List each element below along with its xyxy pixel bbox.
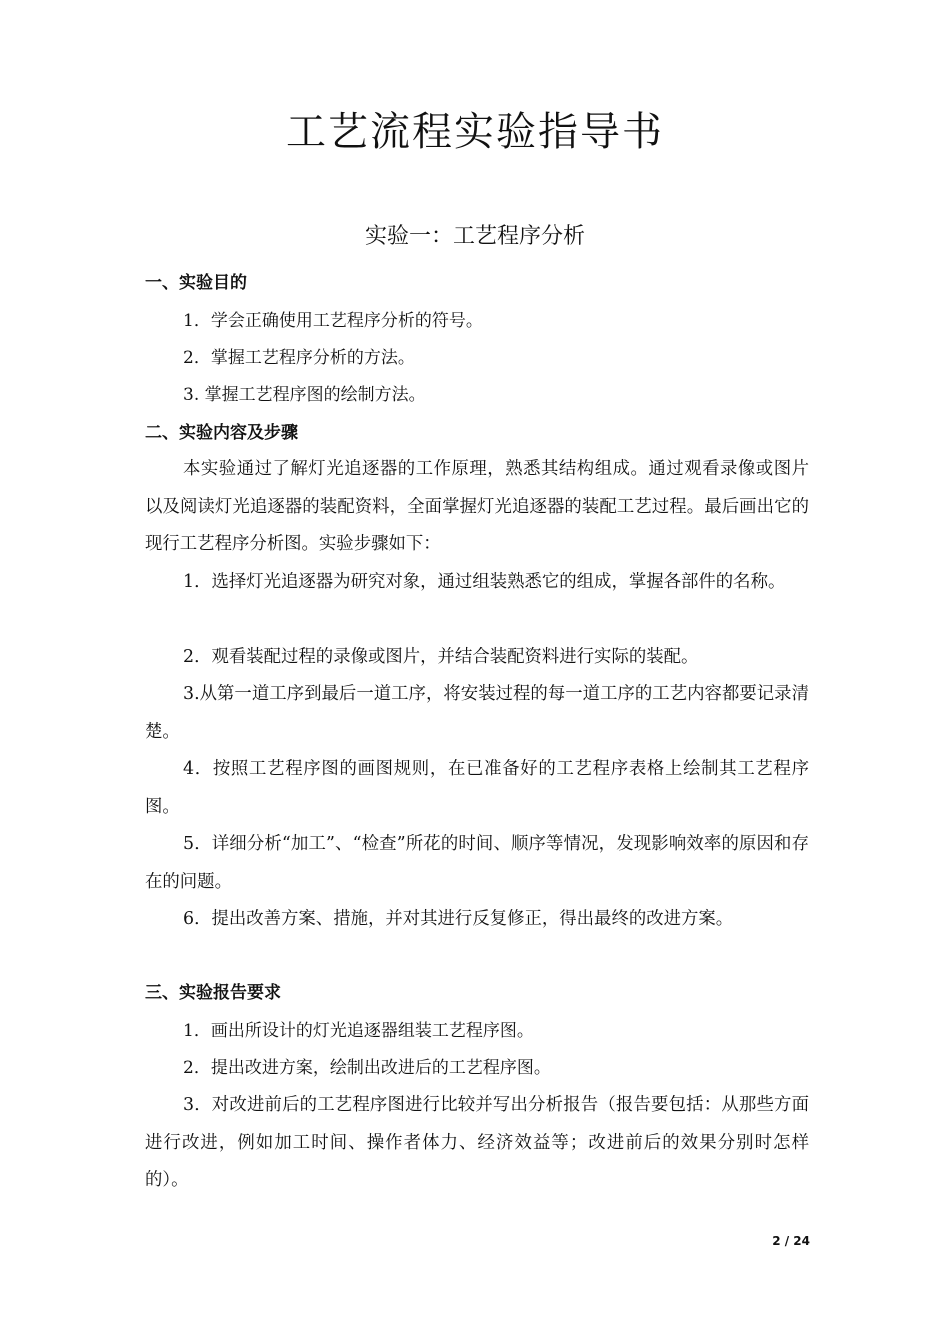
step-item: 3.从第一道工序到最后一道工序，将安装过程的每一道工序的工艺内容都要记录清楚。 [145,684,809,742]
report-item: 3．对改进前后的工艺程序图进行比较并写出分析报告（报告要包括：从那些方面进行改进，例如加工时间、操作者体力、经济效益等；改进前后的效果分别时怎样的）。 [145,1095,809,1190]
content-intro-paragraph: 本实验通过了解灯光追逐器的工作原理，熟悉其结构组成。通过观看录像或图片以及阅读灯光追逐器的装配资料，全面掌握灯光追逐器的装配工艺过程。最后画出它的现行工艺程序分析图。实验步骤如下： [145,459,809,554]
objective-item: 2．掌握工艺程序分析的方法。 [183,348,415,368]
step-item: 6．提出改善方案、措施，并对其进行反复修正，得出最终的改进方案。 [183,909,734,929]
page-number: 2 / 24 [772,1234,810,1248]
objective-item: 3. 掌握工艺程序图的绘制方法。 [183,385,426,405]
objective-item: 1．学会正确使用工艺程序分析的符号。 [183,311,483,331]
document-title: 工艺流程实验指导书 [286,109,664,155]
section-heading-objectives: 一、实验目的 [145,273,247,293]
report-item: 1．画出所设计的灯光追逐器组装工艺程序图。 [183,1021,534,1041]
step-item: 4．按照工艺程序图的画图规则，在已准备好的工艺程序表格上绘制其工艺程序图。 [145,759,809,817]
step-item: 2．观看装配过程的录像或图片，并结合装配资料进行实际的装配。 [183,647,699,667]
step-item: 5．详细分析“加工”、“检查”所花的时间、顺序等情况，发现影响效率的原因和存在的问题。 [145,834,809,892]
step-item: 1．选择灯光追逐器为研究对象，通过组装熟悉它的组成，掌握各部件的名称。 [183,572,786,592]
experiment-title: 实验一：工艺程序分析 [364,224,585,249]
report-item: 2．提出改进方案，绘制出改进后的工艺程序图。 [183,1058,551,1078]
section-heading-report-requirements: 三、实验报告要求 [145,983,281,1003]
section-heading-content-steps: 二、实验内容及步骤 [145,423,298,443]
